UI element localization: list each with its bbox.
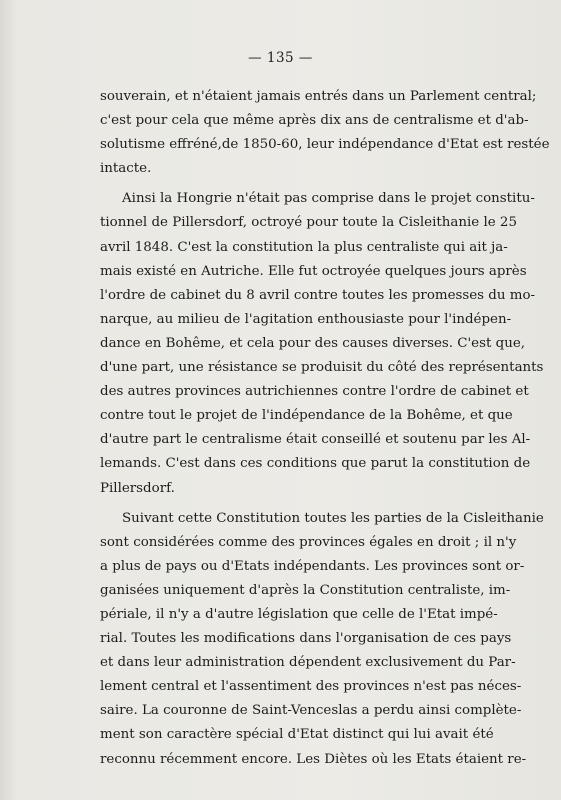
text-line: périale, il n'y a d'autre législation que celle de l'Etat impé- (100, 606, 498, 622)
text-line: a plus de pays ou d'Etats indépendants. Les provinces sont or- (100, 558, 525, 574)
text-line: Pillersdorf. (100, 480, 175, 496)
page-number: — 135 — (248, 50, 313, 66)
text-line: souverain, et n'étaient jamais entrés dans un Parlement central; (100, 89, 537, 104)
text-line: tionnel de Pillersdorf, octroyé pour toute la Cisleithanie le 25 (100, 215, 517, 231)
text-line: ganisées uniquement d'après la Constitution centraliste, im- (100, 582, 511, 598)
text-line: Ainsi la Hongrie n'était pas comprise dans le projet constitu- (122, 191, 535, 207)
text-line: rial. Toutes les modifications dans l'organisation de ces pays (100, 631, 512, 647)
text-line: narque, au milieu de l'agitation enthousiaste pour l'indépen- (100, 311, 512, 327)
text-line: l'ordre de cabinet du 8 avril contre toutes les promesses du mo- (100, 287, 536, 303)
text-line: dance en Bohême, et cela pour des causes diverses. C'est que, (100, 335, 525, 351)
body-text (100, 85, 550, 772)
text-line: sont considérées comme des provinces égales en droit ; il n'y (100, 534, 517, 550)
text-line: saire. La couronne de Saint-Venceslas a perdu ainsi complète- (100, 703, 522, 719)
text-line: d'autre part le centralisme était conseillé et soutenu par les Al- (100, 432, 531, 448)
text-line: avril 1848. C'est la constitution la plus centraliste qui ait ja- (100, 239, 508, 255)
text-line: des autres provinces autrichiennes contre l'ordre de cabinet et (100, 384, 529, 400)
text-line: c'est pour cela que même après dix ans de centralisme et d'ab- (100, 113, 529, 129)
text-line: lement central et l'assentiment des provinces n'est pas néces- (100, 679, 522, 695)
text-line: ment son caractère spécial d'Etat distinct qui lui avait été (100, 727, 494, 743)
text-line: lemands. C'est dans ces conditions que parut la constitution de (100, 456, 531, 472)
text-line: et dans leur administration dépendent exclusivement du Par- (100, 655, 516, 671)
text-line: Suivant cette Constitution toutes les parties de la Cisleithanie (122, 510, 544, 526)
text-line: reconnu récemment encore. Les Diètes où les Etats étaient re- (100, 751, 527, 767)
text-line: intacte. (100, 161, 152, 177)
text-line: d'une part, une résistance se produisit du côté des représentants (100, 360, 544, 376)
text-line: mais existé en Autriche. Elle fut octroyée quelques jours après (100, 263, 527, 279)
text-line: solutisme effréné,de 1850-60, leur indépendance d'Etat est restée (100, 137, 550, 153)
text-line: contre tout le projet de l'indépendance de la Bohême, et que (100, 408, 513, 424)
